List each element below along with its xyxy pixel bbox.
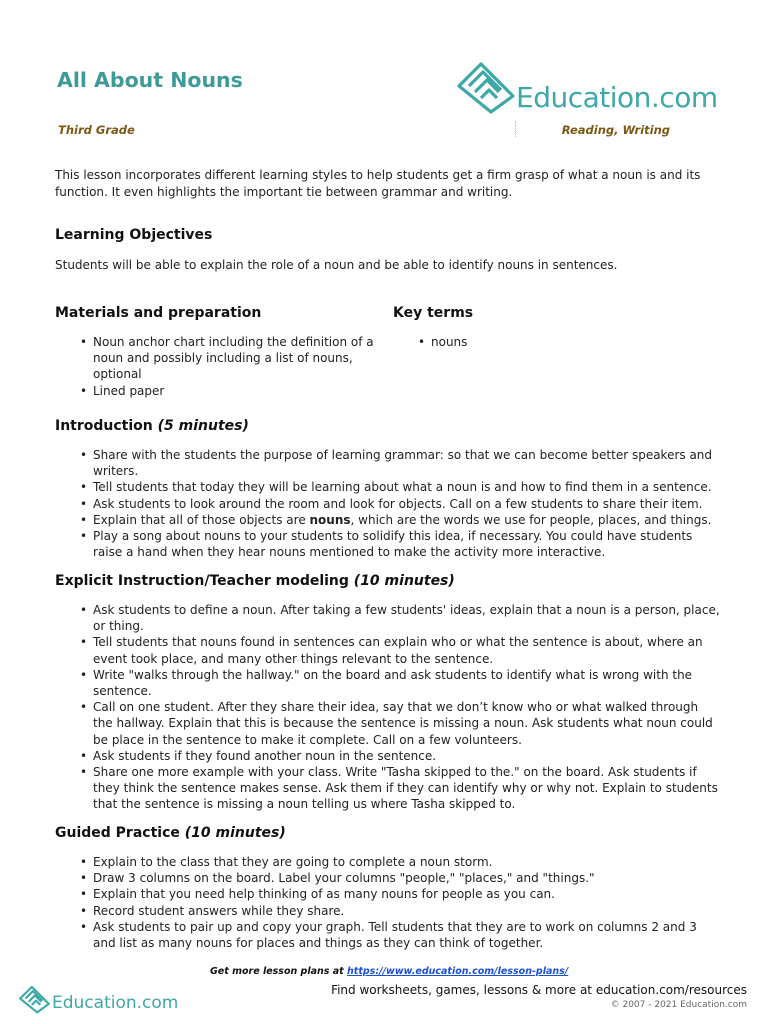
materials-list [55, 334, 375, 399]
list-item: • Ask students to define a noun. After taking a few students' ideas, explain that a noun is a person, place, or thing. [55, 602, 720, 634]
key-terms-heading: Key terms [393, 305, 474, 321]
footer-logo-wordmark: Education.com [52, 993, 179, 1013]
guided-heading [55, 825, 286, 841]
list-item: • Call on one student. After they share their idea, say that we don’t know who or what walked through the hallway. Explain that this is because the sentence is missing a noun. Ask students what noun could be place in the sentence to make it complete. Call on a few volunteers. [55, 699, 720, 748]
list-item: • Explain to the class that they are going to complete a noun storm. [55, 854, 720, 870]
section-duration: (10 minutes) [184, 825, 286, 841]
list-item: • Share one more example with your class. Write "Tasha skipped to the." on the board. Ask students if they think the sentence makes sense. Ask them if they can identify why or why not. Explain to students that the sentence is missing a noun telling us where Tasha skipped to. [55, 764, 720, 813]
objectives-text: Students will be able to explain the role of a noun and be able to identify nouns in sentences. [55, 258, 618, 272]
list-item: • Explain that you need help thinking of as many nouns for people as you can. [55, 886, 720, 902]
logo-mark-icon [455, 56, 519, 114]
guided-list [55, 854, 720, 951]
logo-mark-icon [18, 982, 52, 1014]
education-logo[interactable] [455, 56, 725, 114]
footer-copyright: © 2007 - 2021 Education.com [610, 1000, 747, 1010]
list-item: • Ask students to look around the room and look for objects. Call on a few students to share their item. [55, 496, 720, 512]
list-item: • Noun anchor chart including the definition of a noun and possibly including a list of nouns, optional [55, 334, 375, 383]
footer-education-logo[interactable] [18, 982, 178, 1016]
lesson-plans-link[interactable]: https://www.education.com/lesson-plans/ [347, 966, 569, 977]
materials-heading: Materials and preparation [55, 305, 262, 321]
list-item: • Ask students to pair up and copy your graph. Tell students that they are to work on columns 2 and 3 and list as many nouns for places and things as they can think of together. [55, 919, 720, 951]
header-divider [515, 121, 516, 137]
section-title: Guided Practice [55, 825, 180, 841]
list-item: • Tell students that today they will be learning about what a noun is and how to find them in a sentence. [55, 479, 720, 495]
item-text: , which are the words we use for people, places, and things. [350, 512, 712, 527]
logo-wordmark: Education.com [516, 81, 718, 114]
list-item: • Play a song about nouns to your students to solidify this idea, if necessary. You could have students raise a hand when they hear nouns mentioned to make the activity more interactive. [55, 528, 720, 560]
grade-label: Third Grade [58, 123, 135, 137]
page-title: All About Nouns [57, 68, 243, 92]
introduction-heading [55, 418, 249, 434]
explicit-list [55, 602, 720, 813]
section-title: Explicit Instruction/Teacher modeling [55, 573, 349, 589]
list-item: • Ask students if they found another noun in the sentence. [55, 748, 720, 764]
section-duration: (5 minutes) [157, 418, 249, 434]
list-item: • Share with the students the purpose of learning grammar: so that we can become better speakers and writers. [55, 447, 720, 479]
footer-resources-text: Find worksheets, games, lessons & more at education.com/resources [331, 983, 747, 997]
footer-promo-text: Get more lesson plans at [210, 966, 348, 977]
list-item [55, 512, 720, 528]
item-bold-term: nouns [309, 512, 351, 527]
item-text: Explain that all of those objects are [93, 512, 310, 527]
intro-paragraph: This lesson incorporates different learning styles to help students get a firm grasp of what a noun is and its function. It even highlights the important tie between grammar and writing. [55, 168, 701, 199]
objectives-heading: Learning Objectives [55, 227, 213, 243]
list-item: • Record student answers while they share. [55, 903, 720, 919]
list-item: • Tell students that nouns found in sentences can explain who or what the sentence is about, where an event took place, and many other things relevant to the sentence. [55, 634, 720, 666]
footer-promo [210, 966, 568, 977]
section-duration: (10 minutes) [353, 573, 455, 589]
introduction-list [55, 447, 720, 560]
list-item: • nouns [393, 334, 693, 350]
subject-label: Reading, Writing [561, 123, 670, 137]
section-title: Introduction [55, 418, 153, 434]
list-item: • Write "walks through the hallway." on the board and ask students to identify what is wrong with the sentence. [55, 667, 720, 699]
list-item: • Lined paper [55, 383, 375, 399]
list-item: • Draw 3 columns on the board. Label your columns "people," "places," and "things." [55, 870, 720, 886]
key-terms-list [393, 334, 693, 350]
explicit-heading [55, 573, 455, 589]
